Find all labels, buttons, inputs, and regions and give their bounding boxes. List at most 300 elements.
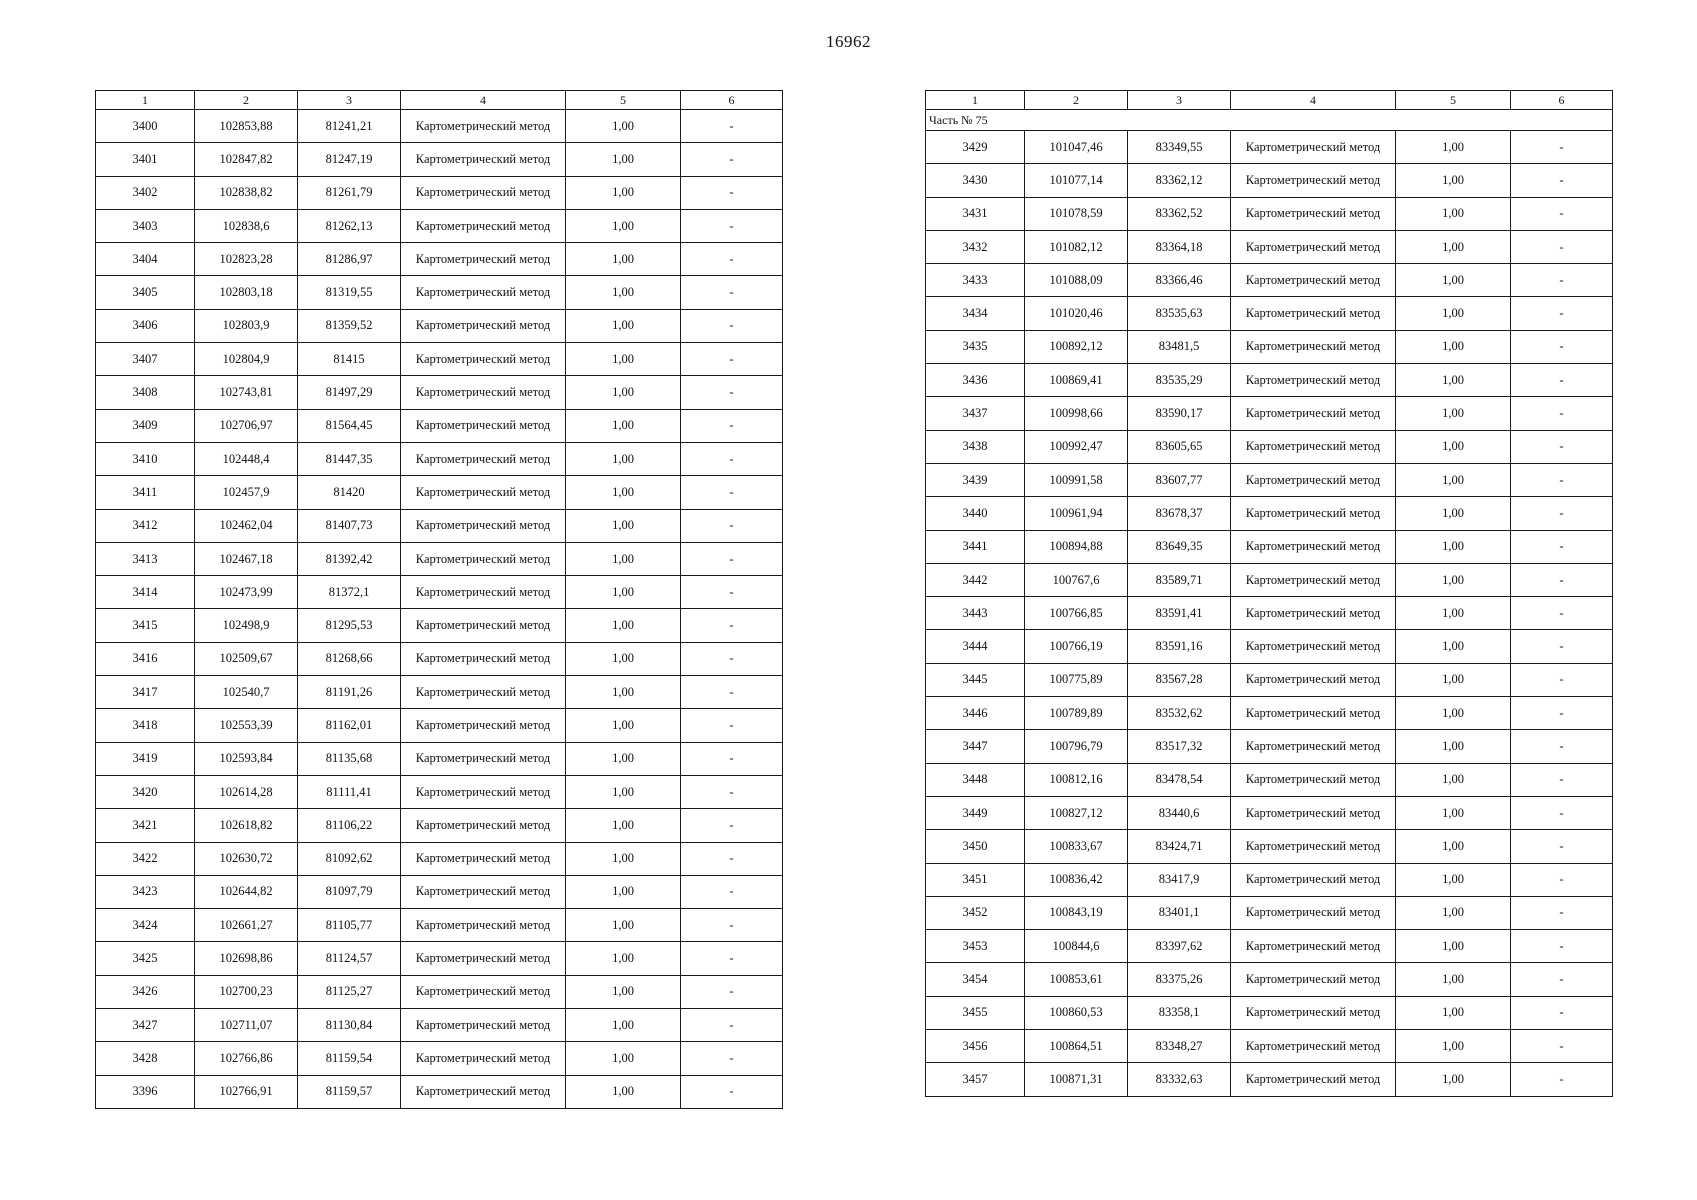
description-cell: - — [681, 576, 783, 609]
x-coordinate-cell: 101088,09 — [1025, 264, 1128, 297]
table-row — [926, 197, 1613, 230]
y-coordinate-cell: 83478,54 — [1128, 763, 1231, 796]
table-row — [96, 609, 783, 642]
accuracy-cell: 1,00 — [566, 942, 681, 975]
x-coordinate-cell: 102462,04 — [195, 509, 298, 542]
accuracy-cell: 1,00 — [1396, 330, 1511, 363]
accuracy-cell: 1,00 — [566, 343, 681, 376]
method-cell: Картометрический метод — [401, 176, 566, 209]
table-row — [96, 509, 783, 542]
y-coordinate-cell: 81106,22 — [298, 809, 401, 842]
y-coordinate-cell: 81407,73 — [298, 509, 401, 542]
table-row — [96, 442, 783, 475]
description-cell: - — [1511, 663, 1613, 696]
method-cell: Картометрический метод — [1231, 830, 1396, 863]
method-cell: Картометрический метод — [401, 476, 566, 509]
point-number-cell: 3404 — [96, 243, 195, 276]
table-row — [926, 963, 1613, 996]
y-coordinate-cell: 83358,1 — [1128, 996, 1231, 1029]
table-row — [926, 330, 1613, 363]
point-number-cell: 3425 — [96, 942, 195, 975]
accuracy-cell: 1,00 — [1396, 131, 1511, 164]
accuracy-cell: 1,00 — [566, 709, 681, 742]
x-coordinate-cell: 102457,9 — [195, 476, 298, 509]
method-cell: Картометрический метод — [401, 1042, 566, 1075]
y-coordinate-cell: 83401,1 — [1128, 896, 1231, 929]
description-cell: - — [1511, 597, 1613, 630]
description-cell: - — [1511, 763, 1613, 796]
method-cell: Картометрический метод — [401, 110, 566, 143]
column-header: 5 — [1396, 91, 1511, 110]
method-cell: Картометрический метод — [401, 509, 566, 542]
y-coordinate-cell: 81191,26 — [298, 676, 401, 709]
table-row — [926, 763, 1613, 796]
accuracy-cell: 1,00 — [1396, 963, 1511, 996]
description-cell: - — [1511, 264, 1613, 297]
coordinates-table-right — [925, 90, 1613, 1097]
point-number-cell: 3400 — [96, 110, 195, 143]
accuracy-cell: 1,00 — [566, 676, 681, 709]
point-number-cell: 3412 — [96, 509, 195, 542]
accuracy-cell: 1,00 — [1396, 1030, 1511, 1063]
description-cell: - — [1511, 164, 1613, 197]
method-cell: Картометрический метод — [1231, 197, 1396, 230]
table-row — [96, 276, 783, 309]
x-coordinate-cell: 100864,51 — [1025, 1030, 1128, 1063]
point-number-cell: 3445 — [926, 663, 1025, 696]
point-number-cell: 3405 — [96, 276, 195, 309]
method-cell: Картометрический метод — [401, 376, 566, 409]
y-coordinate-cell: 81125,27 — [298, 975, 401, 1008]
method-cell: Картометрический метод — [1231, 297, 1396, 330]
x-coordinate-cell: 102630,72 — [195, 842, 298, 875]
x-coordinate-cell: 102838,82 — [195, 176, 298, 209]
accuracy-cell: 1,00 — [566, 176, 681, 209]
y-coordinate-cell: 83362,52 — [1128, 197, 1231, 230]
x-coordinate-cell: 100961,94 — [1025, 497, 1128, 530]
table-row — [96, 209, 783, 242]
table-row — [96, 742, 783, 775]
table-row — [926, 896, 1613, 929]
point-number-cell: 3435 — [926, 330, 1025, 363]
y-coordinate-cell: 83607,77 — [1128, 463, 1231, 496]
table-row — [926, 796, 1613, 829]
description-cell: - — [681, 442, 783, 475]
accuracy-cell: 1,00 — [566, 1042, 681, 1075]
x-coordinate-cell: 102540,7 — [195, 676, 298, 709]
point-number-cell: 3402 — [96, 176, 195, 209]
x-coordinate-cell: 102766,86 — [195, 1042, 298, 1075]
y-coordinate-cell: 83517,32 — [1128, 730, 1231, 763]
x-coordinate-cell: 102553,39 — [195, 709, 298, 742]
x-coordinate-cell: 102803,18 — [195, 276, 298, 309]
point-number-cell: 3442 — [926, 563, 1025, 596]
y-coordinate-cell: 83649,35 — [1128, 530, 1231, 563]
method-cell: Картометрический метод — [401, 576, 566, 609]
y-coordinate-cell: 83424,71 — [1128, 830, 1231, 863]
point-number-cell: 3416 — [96, 642, 195, 675]
y-coordinate-cell: 81111,41 — [298, 775, 401, 808]
table-row — [96, 975, 783, 1008]
x-coordinate-cell: 100853,61 — [1025, 963, 1128, 996]
x-coordinate-cell: 102498,9 — [195, 609, 298, 642]
accuracy-cell: 1,00 — [1396, 663, 1511, 696]
table-row — [926, 264, 1613, 297]
column-header: 4 — [1231, 91, 1396, 110]
y-coordinate-cell: 83349,55 — [1128, 131, 1231, 164]
accuracy-cell: 1,00 — [1396, 863, 1511, 896]
x-coordinate-cell: 100843,19 — [1025, 896, 1128, 929]
method-cell: Картометрический метод — [1231, 930, 1396, 963]
method-cell: Картометрический метод — [401, 409, 566, 442]
point-number-cell: 3437 — [926, 397, 1025, 430]
y-coordinate-cell: 81359,52 — [298, 309, 401, 342]
description-cell: - — [681, 276, 783, 309]
accuracy-cell: 1,00 — [566, 309, 681, 342]
accuracy-cell: 1,00 — [1396, 230, 1511, 263]
accuracy-cell: 1,00 — [1396, 630, 1511, 663]
accuracy-cell: 1,00 — [566, 1009, 681, 1042]
x-coordinate-cell: 102473,99 — [195, 576, 298, 609]
point-number-cell: 3408 — [96, 376, 195, 409]
method-cell: Картометрический метод — [401, 942, 566, 975]
method-cell: Картометрический метод — [401, 642, 566, 675]
description-cell: - — [681, 842, 783, 875]
y-coordinate-cell: 81564,45 — [298, 409, 401, 442]
description-cell: - — [681, 143, 783, 176]
description-cell: - — [681, 642, 783, 675]
x-coordinate-cell: 102618,82 — [195, 809, 298, 842]
description-cell: - — [681, 209, 783, 242]
x-coordinate-cell: 102711,07 — [195, 1009, 298, 1042]
table-row — [926, 730, 1613, 763]
method-cell: Картометрический метод — [1231, 763, 1396, 796]
method-cell: Картометрический метод — [401, 909, 566, 942]
y-coordinate-cell: 83417,9 — [1128, 863, 1231, 896]
x-coordinate-cell: 100789,89 — [1025, 697, 1128, 730]
description-cell: - — [1511, 230, 1613, 263]
table-header-row — [96, 91, 783, 110]
table-row — [926, 497, 1613, 530]
y-coordinate-cell: 83589,71 — [1128, 563, 1231, 596]
table-row — [96, 1075, 783, 1108]
description-cell: - — [1511, 297, 1613, 330]
accuracy-cell: 1,00 — [1396, 730, 1511, 763]
description-cell: - — [1511, 330, 1613, 363]
accuracy-cell: 1,00 — [566, 542, 681, 575]
method-cell: Картометрический метод — [1231, 264, 1396, 297]
accuracy-cell: 1,00 — [1396, 463, 1511, 496]
y-coordinate-cell: 81415 — [298, 343, 401, 376]
point-number-cell: 3403 — [96, 209, 195, 242]
table-row — [96, 542, 783, 575]
table-row — [96, 376, 783, 409]
accuracy-cell: 1,00 — [1396, 164, 1511, 197]
method-cell: Картометрический метод — [1231, 963, 1396, 996]
accuracy-cell: 1,00 — [566, 476, 681, 509]
point-number-cell: 3415 — [96, 609, 195, 642]
description-cell: - — [1511, 730, 1613, 763]
point-number-cell: 3413 — [96, 542, 195, 575]
accuracy-cell: 1,00 — [1396, 297, 1511, 330]
y-coordinate-cell: 83535,29 — [1128, 364, 1231, 397]
method-cell: Картометрический метод — [1231, 497, 1396, 530]
method-cell: Картометрический метод — [1231, 663, 1396, 696]
method-cell: Картометрический метод — [1231, 730, 1396, 763]
part-label-row — [926, 110, 1613, 131]
table-row — [926, 164, 1613, 197]
y-coordinate-cell: 81372,1 — [298, 576, 401, 609]
method-cell: Картометрический метод — [401, 143, 566, 176]
table-row — [96, 809, 783, 842]
y-coordinate-cell: 81105,77 — [298, 909, 401, 942]
description-cell: - — [681, 409, 783, 442]
description-cell: - — [1511, 697, 1613, 730]
description-cell: - — [681, 243, 783, 276]
table-row — [926, 1030, 1613, 1063]
accuracy-cell: 1,00 — [566, 110, 681, 143]
description-cell: - — [681, 975, 783, 1008]
table-row — [96, 343, 783, 376]
accuracy-cell: 1,00 — [566, 409, 681, 442]
table-row — [926, 630, 1613, 663]
y-coordinate-cell: 83397,62 — [1128, 930, 1231, 963]
y-coordinate-cell: 81159,54 — [298, 1042, 401, 1075]
point-number-cell: 3452 — [926, 896, 1025, 929]
x-coordinate-cell: 100860,53 — [1025, 996, 1128, 1029]
method-cell: Картометрический метод — [1231, 397, 1396, 430]
point-number-cell: 3401 — [96, 143, 195, 176]
description-cell: - — [681, 709, 783, 742]
description-cell: - — [681, 509, 783, 542]
point-number-cell: 3396 — [96, 1075, 195, 1108]
y-coordinate-cell: 81092,62 — [298, 842, 401, 875]
x-coordinate-cell: 100871,31 — [1025, 1063, 1128, 1096]
accuracy-cell: 1,00 — [1396, 697, 1511, 730]
method-cell: Картометрический метод — [1231, 896, 1396, 929]
description-cell: - — [1511, 463, 1613, 496]
y-coordinate-cell: 83348,27 — [1128, 1030, 1231, 1063]
method-cell: Картометрический метод — [401, 309, 566, 342]
table-row — [96, 309, 783, 342]
accuracy-cell: 1,00 — [566, 442, 681, 475]
method-cell: Картометрический метод — [1231, 630, 1396, 663]
accuracy-cell: 1,00 — [1396, 896, 1511, 929]
point-number-cell: 3455 — [926, 996, 1025, 1029]
x-coordinate-cell: 102698,86 — [195, 942, 298, 975]
y-coordinate-cell: 81130,84 — [298, 1009, 401, 1042]
point-number-cell: 3409 — [96, 409, 195, 442]
x-coordinate-cell: 102467,18 — [195, 542, 298, 575]
method-cell: Картометрический метод — [401, 542, 566, 575]
table-row — [96, 1009, 783, 1042]
point-number-cell: 3406 — [96, 309, 195, 342]
x-coordinate-cell: 100869,41 — [1025, 364, 1128, 397]
table-row — [96, 176, 783, 209]
point-number-cell: 3447 — [926, 730, 1025, 763]
method-cell: Картометрический метод — [1231, 1063, 1396, 1096]
method-cell: Картометрический метод — [401, 742, 566, 775]
table-row — [926, 430, 1613, 463]
description-cell: - — [1511, 1030, 1613, 1063]
method-cell: Картометрический метод — [401, 809, 566, 842]
accuracy-cell: 1,00 — [1396, 763, 1511, 796]
table-row — [96, 1042, 783, 1075]
accuracy-cell: 1,00 — [566, 809, 681, 842]
x-coordinate-cell: 102509,67 — [195, 642, 298, 675]
description-cell: - — [1511, 397, 1613, 430]
method-cell: Картометрический метод — [401, 609, 566, 642]
accuracy-cell: 1,00 — [566, 775, 681, 808]
table-row — [96, 842, 783, 875]
y-coordinate-cell: 81241,21 — [298, 110, 401, 143]
x-coordinate-cell: 100844,6 — [1025, 930, 1128, 963]
y-coordinate-cell: 83567,28 — [1128, 663, 1231, 696]
description-cell: - — [681, 309, 783, 342]
y-coordinate-cell: 83591,41 — [1128, 597, 1231, 630]
method-cell: Картометрический метод — [1231, 330, 1396, 363]
y-coordinate-cell: 83535,63 — [1128, 297, 1231, 330]
table-row — [926, 863, 1613, 896]
y-coordinate-cell: 83375,26 — [1128, 963, 1231, 996]
point-number-cell: 3443 — [926, 597, 1025, 630]
point-number-cell: 3410 — [96, 442, 195, 475]
method-cell: Картометрический метод — [1231, 364, 1396, 397]
description-cell: - — [1511, 896, 1613, 929]
table-row — [96, 875, 783, 908]
x-coordinate-cell: 100894,88 — [1025, 530, 1128, 563]
method-cell: Картометрический метод — [1231, 697, 1396, 730]
description-cell: - — [1511, 497, 1613, 530]
table-row — [926, 297, 1613, 330]
y-coordinate-cell: 81286,97 — [298, 243, 401, 276]
table-row — [96, 676, 783, 709]
x-coordinate-cell: 102644,82 — [195, 875, 298, 908]
method-cell: Картометрический метод — [401, 1075, 566, 1108]
accuracy-cell: 1,00 — [566, 576, 681, 609]
y-coordinate-cell: 81097,79 — [298, 875, 401, 908]
y-coordinate-cell: 83590,17 — [1128, 397, 1231, 430]
accuracy-cell: 1,00 — [1396, 430, 1511, 463]
x-coordinate-cell: 101077,14 — [1025, 164, 1128, 197]
column-header: 3 — [298, 91, 401, 110]
accuracy-cell: 1,00 — [566, 376, 681, 409]
x-coordinate-cell: 102593,84 — [195, 742, 298, 775]
point-number-cell: 3436 — [926, 364, 1025, 397]
table-row — [926, 131, 1613, 164]
point-number-cell: 3426 — [96, 975, 195, 1008]
accuracy-cell: 1,00 — [566, 842, 681, 875]
accuracy-cell: 1,00 — [1396, 364, 1511, 397]
point-number-cell: 3420 — [96, 775, 195, 808]
point-number-cell: 3439 — [926, 463, 1025, 496]
table-row — [96, 143, 783, 176]
y-coordinate-cell: 81261,79 — [298, 176, 401, 209]
accuracy-cell: 1,00 — [566, 143, 681, 176]
accuracy-cell: 1,00 — [1396, 563, 1511, 596]
y-coordinate-cell: 83532,62 — [1128, 697, 1231, 730]
description-cell: - — [1511, 563, 1613, 596]
point-number-cell: 3449 — [926, 796, 1025, 829]
point-number-cell: 3414 — [96, 576, 195, 609]
x-coordinate-cell: 102661,27 — [195, 909, 298, 942]
y-coordinate-cell: 83591,16 — [1128, 630, 1231, 663]
point-number-cell: 3431 — [926, 197, 1025, 230]
point-number-cell: 3457 — [926, 1063, 1025, 1096]
y-coordinate-cell: 83362,12 — [1128, 164, 1231, 197]
x-coordinate-cell: 102448,4 — [195, 442, 298, 475]
accuracy-cell: 1,00 — [566, 1075, 681, 1108]
part-label: Часть № 75 — [926, 110, 1613, 131]
point-number-cell: 3433 — [926, 264, 1025, 297]
accuracy-cell: 1,00 — [1396, 1063, 1511, 1096]
description-cell: - — [1511, 830, 1613, 863]
method-cell: Картометрический метод — [401, 975, 566, 1008]
description-cell: - — [1511, 963, 1613, 996]
x-coordinate-cell: 102766,91 — [195, 1075, 298, 1108]
point-number-cell: 3456 — [926, 1030, 1025, 1063]
accuracy-cell: 1,00 — [566, 509, 681, 542]
point-number-cell: 3438 — [926, 430, 1025, 463]
coordinates-table-left — [95, 90, 783, 1109]
table-row — [96, 409, 783, 442]
point-number-cell: 3421 — [96, 809, 195, 842]
point-number-cell: 3448 — [926, 763, 1025, 796]
description-cell: - — [681, 609, 783, 642]
x-coordinate-cell: 102847,82 — [195, 143, 298, 176]
accuracy-cell: 1,00 — [1396, 996, 1511, 1029]
point-number-cell: 3429 — [926, 131, 1025, 164]
accuracy-cell: 1,00 — [1396, 397, 1511, 430]
accuracy-cell: 1,00 — [566, 875, 681, 908]
table-row — [926, 530, 1613, 563]
x-coordinate-cell: 100991,58 — [1025, 463, 1128, 496]
y-coordinate-cell: 83481,5 — [1128, 330, 1231, 363]
y-coordinate-cell: 81295,53 — [298, 609, 401, 642]
table-row — [926, 563, 1613, 596]
table-row — [926, 663, 1613, 696]
description-cell: - — [1511, 863, 1613, 896]
table-body-left — [96, 110, 783, 1109]
y-coordinate-cell: 83440,6 — [1128, 796, 1231, 829]
method-cell: Картометрический метод — [1231, 1030, 1396, 1063]
y-coordinate-cell: 81268,66 — [298, 642, 401, 675]
description-cell: - — [681, 775, 783, 808]
point-number-cell: 3434 — [926, 297, 1025, 330]
accuracy-cell: 1,00 — [1396, 796, 1511, 829]
table-row — [926, 463, 1613, 496]
method-cell: Картометрический метод — [401, 243, 566, 276]
table-row — [926, 1063, 1613, 1096]
table-row — [926, 830, 1613, 863]
point-number-cell: 3417 — [96, 676, 195, 709]
x-coordinate-cell: 101082,12 — [1025, 230, 1128, 263]
table-row — [926, 697, 1613, 730]
x-coordinate-cell: 100767,6 — [1025, 563, 1128, 596]
method-cell: Картометрический метод — [1231, 463, 1396, 496]
description-cell: - — [1511, 364, 1613, 397]
y-coordinate-cell: 81420 — [298, 476, 401, 509]
method-cell: Картометрический метод — [1231, 996, 1396, 1029]
point-number-cell: 3432 — [926, 230, 1025, 263]
method-cell: Картометрический метод — [401, 209, 566, 242]
point-number-cell: 3430 — [926, 164, 1025, 197]
y-coordinate-cell: 81497,29 — [298, 376, 401, 409]
table-row — [96, 709, 783, 742]
description-cell: - — [1511, 930, 1613, 963]
x-coordinate-cell: 100833,67 — [1025, 830, 1128, 863]
y-coordinate-cell: 81392,42 — [298, 542, 401, 575]
